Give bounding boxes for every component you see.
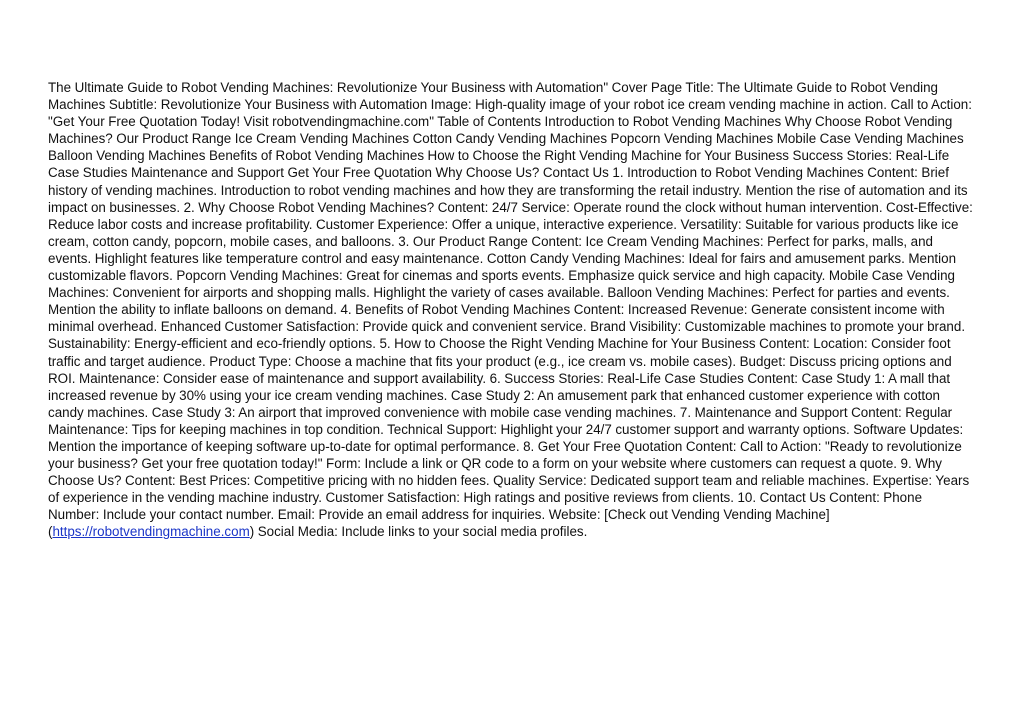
body-text-after-link: ) Social Media: Include links to your social media profiles. (249, 524, 588, 540)
document-body (48, 79, 974, 541)
website-link[interactable]: https://robotvendingmachine.com (52, 524, 250, 540)
body-text-before-link: The Ultimate Guide to Robot Vending Machines: Revolutionize Your Business with Automation" Cover Page Title: The Ultimate Guide to Robot Vending Machines Subtitle: Revolutionize Your Business with Automation Image: High-quality image of your robot ice cream vending machine in action. Call to Action: "Get Your Free Quotation Today! Visit robotvendingmachine.com" Table of Contents Introduction to Robot Vending Machines Why Choose Robot Vending Machines? Our Product Range Ice Cream Vending Machines Cotton Candy Vending Machines Popcorn Vending Machines Mobile Case Vending Machines Balloon Vending Machines Benefits of Robot Vending Machines How to Choose the Right Vending Machine for Your Business Success Stories: Real-Life Case Studies Maintenance and Support Get Your Free Quotation Why Choose Us? Contact Us 1. Introduction to Robot Vending Machines Content: Brief history of vending machines. Introduction to robot vending machines and how they are transforming the retail industry. Mention the rise of automation and its impact on businesses. 2. Why Choose Robot Vending Machines? Content: 24/7 Service: Operate round the clock without human intervention. Cost-Effective: Reduce labor costs and increase profitability. Customer Experience: Offer a unique, interactive experience. Versatility: Suitable for various products like ice cream, cotton candy, popcorn, mobile cases, and balloons. 3. Our Product Range Content: Ice Cream Vending Machines: Perfect for parks, malls, and events. Highlight features like temperature control and easy maintenance. Cotton Candy Vending Machines: Ideal for fairs and amusement parks. Mention customizable flavors. Popcorn Vending Machines: Great for cinemas and sports events. Emphasize quick service and high capacity. Mobile Case Vending Machines: Convenient for airports and shopping malls. Highlight the variety of cases available. Balloon Vending Machines: Perfect for parties and events. Mention the ability to inflate balloons on demand. 4. Benefits of Robot Vending Machines Content: Increased Revenue: Generate consistent income with minimal overhead. Enhanced Customer Satisfaction: Provide quick and convenient service. Brand Visibility: Customizable machines to promote your brand. Sustainability: Energy-efficient and eco-friendly options. 5. How to Choose the Right Vending Machine for Your Business Content: Location: Consider foot traffic and target audience. Product Type: Choose a machine that fits your product (e.g., ice cream vs. mobile cases). Budget: Discuss pricing options and ROI. Maintenance: Consider ease of maintenance and support availability. 6. Success Stories: Real-Life Case Studies Content: Case Study 1: A mall that increased revenue by 30% using your ice cream vending machines. Case Study 2: An amusement park that enhanced customer experience with cotton candy machines. Case Study 3: An airport that improved convenience with mobile case vending machines. 7. Maintenance and Support Content: Regular Maintenance: Tips for keeping machines in top condition. Technical Support: Highlight your 24/7 customer support and warranty options. Software Updates: Mention the importance of keeping software up-to-date for optimal performance. 8. Get Your Free Quotation Content: Call to Action: "Ready to revolutionize your business? Get your free quotation today!" Form: Include a link or QR code to a form on your website where customers can request a quote. 9. Why Choose Us? Content: Best Prices: Competitive pricing with no hidden fees. Quality Service: Dedicated support team and reliable machines. Expertise: Years of experience in the vending machine industry. Customer Satisfaction: High ratings and positive reviews from clients. 10. Contact Us Content: Phone Number: Include your contact number. Email: Provide an email address for inquiries. Website: [Check out Vending Vending Machine]( (48, 80, 973, 540)
